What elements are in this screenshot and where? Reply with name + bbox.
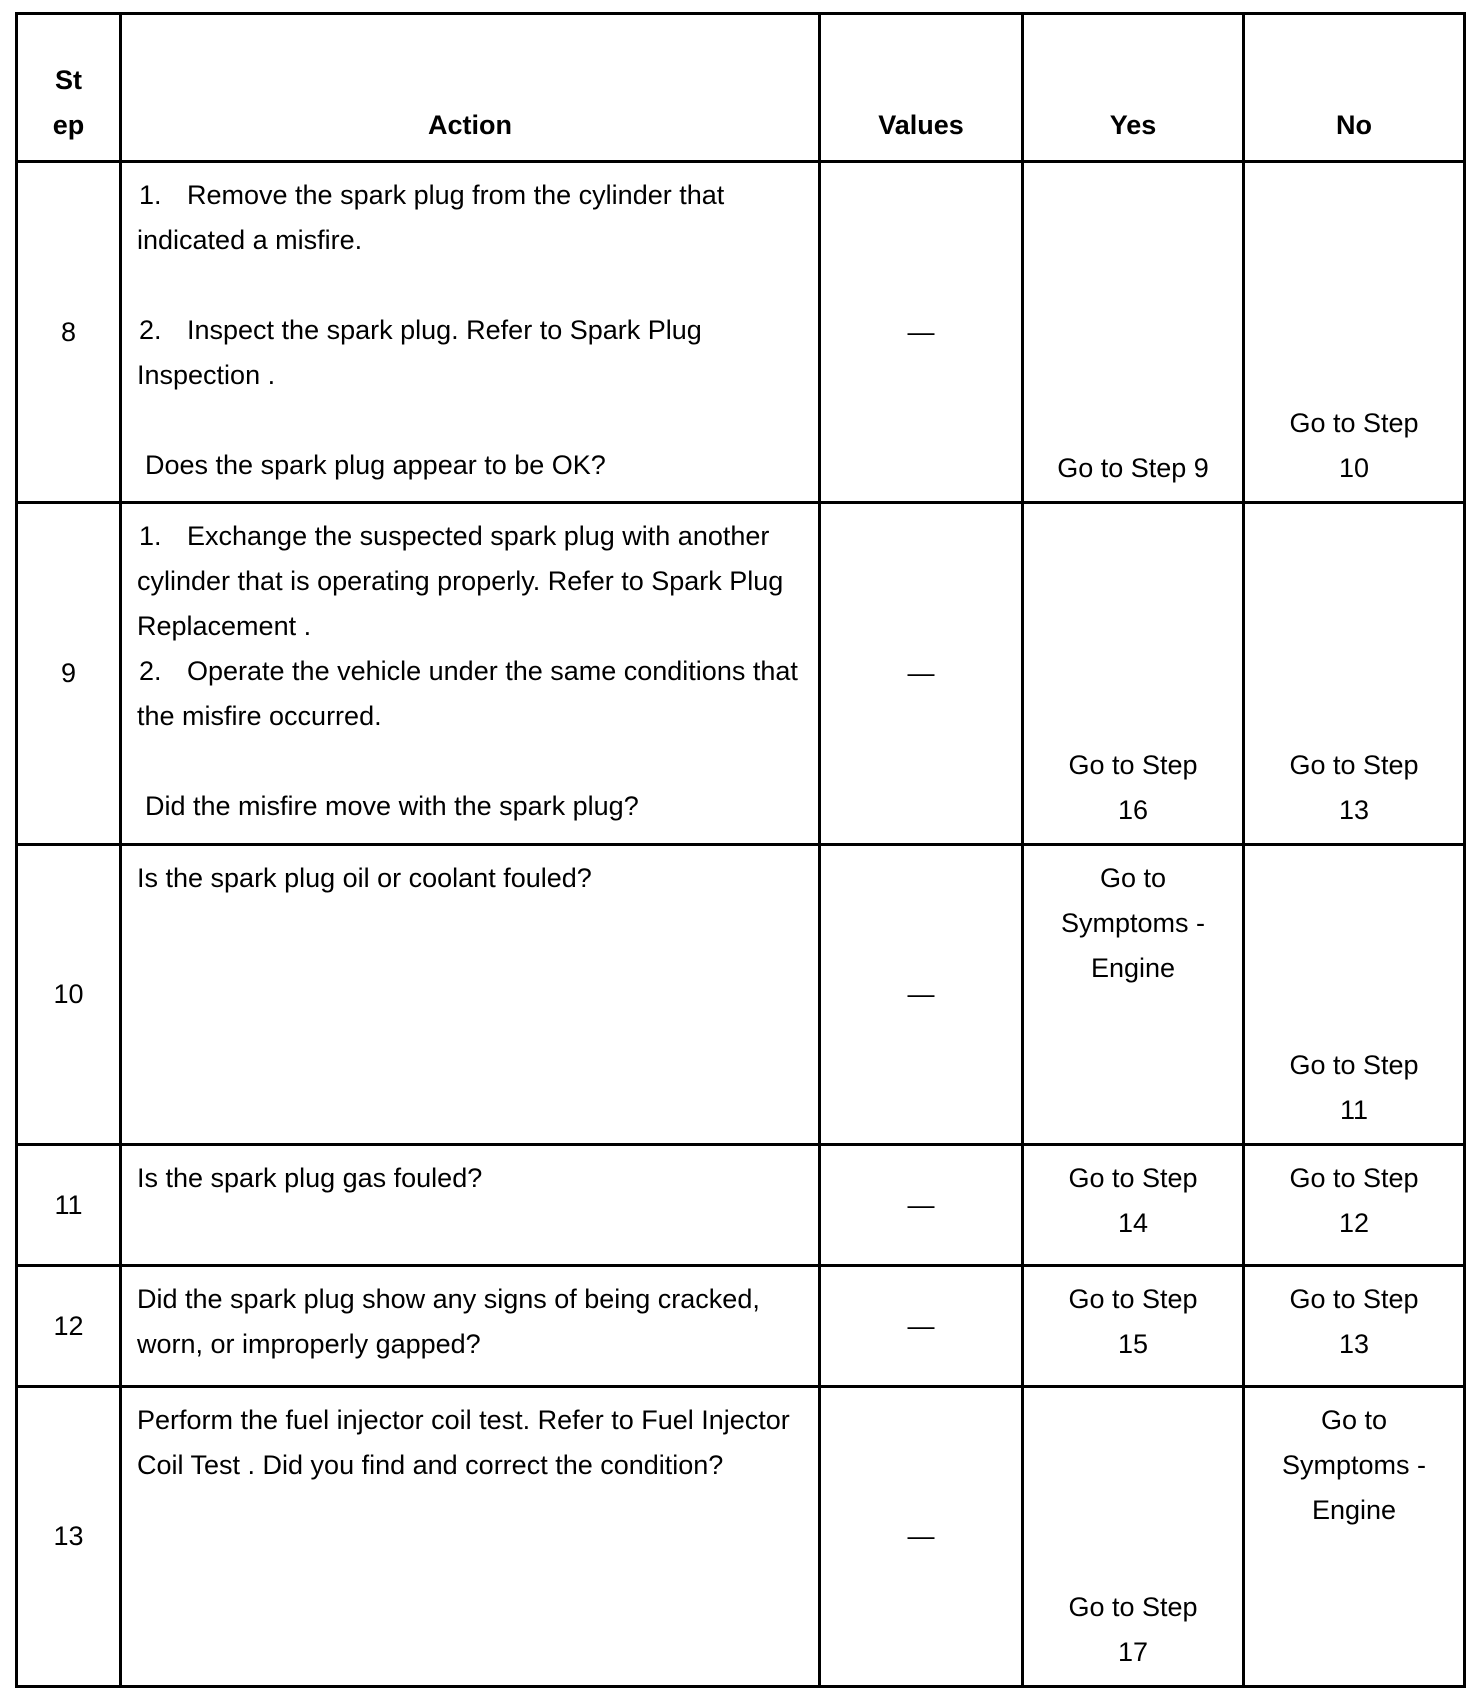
action-cell: Did the spark plug show any signs of being cracked, worn, or improperly gapped? (121, 1266, 820, 1387)
header-row (17, 14, 1465, 162)
no-cell (1244, 1387, 1465, 1687)
header-values: Values (820, 14, 1023, 162)
diagnostic-table (15, 12, 1466, 1688)
table-row (17, 162, 1465, 503)
action-item: 2. Inspect the spark plug. Refer to Spark Plug Inspection . (137, 315, 702, 390)
yes-cell (1023, 503, 1244, 845)
yes-cell (1023, 845, 1244, 1145)
values-cell: — (820, 503, 1023, 845)
yes-link[interactable]: Go to Step 14 (1068, 1163, 1198, 1238)
no-cell (1244, 1266, 1465, 1387)
yes-link[interactable]: Go to Symptoms - Engine (1060, 863, 1206, 983)
table-row (17, 845, 1465, 1145)
action-item: 1. Exchange the suspected spark plug with another cylinder that is operating properly. Refer to Spark Plug Replacement . (137, 521, 784, 641)
action-item: 2. Operate the vehicle under the same conditions that the misfire occurred. (137, 656, 798, 731)
header-yes: Yes (1023, 14, 1244, 162)
values-cell: — (820, 162, 1023, 503)
table-row (17, 1387, 1465, 1687)
values-cell: — (820, 1145, 1023, 1266)
yes-cell (1023, 1145, 1244, 1266)
values-cell: — (820, 1387, 1023, 1687)
action-cell (121, 162, 820, 503)
no-cell (1244, 162, 1465, 503)
yes-cell (1023, 1387, 1244, 1687)
no-link[interactable]: Go to Step 10 (1289, 408, 1419, 483)
yes-cell (1023, 1266, 1244, 1387)
step-number: 10 (17, 845, 121, 1145)
action-cell (121, 503, 820, 845)
step-number: 8 (17, 162, 121, 503)
values-cell: — (820, 845, 1023, 1145)
yes-link[interactable]: Go to Step 15 (1068, 1284, 1198, 1359)
action-cell: Is the spark plug gas fouled? (121, 1145, 820, 1266)
step-number: 9 (17, 503, 121, 845)
table-row (17, 1266, 1465, 1387)
header-no: No (1244, 14, 1465, 162)
no-link[interactable]: Go to Step 13 (1289, 750, 1419, 825)
no-link[interactable]: Go to Step 11 (1289, 1050, 1419, 1125)
no-cell (1244, 503, 1465, 845)
yes-link[interactable]: Go to Step 16 (1068, 750, 1198, 825)
no-link[interactable]: Go to Step 13 (1289, 1284, 1419, 1359)
values-cell: — (820, 1266, 1023, 1387)
action-item: 1. Remove the spark plug from the cylinder that indicated a misfire. (137, 180, 725, 255)
header-step: St ep (17, 14, 121, 162)
yes-link[interactable]: Go to Step 9 (1057, 453, 1209, 483)
step-number: 11 (17, 1145, 121, 1266)
step-number: 12 (17, 1266, 121, 1387)
table-row (17, 503, 1465, 845)
no-link[interactable]: Go to Symptoms - Engine (1281, 1405, 1427, 1525)
table-row (17, 1145, 1465, 1266)
no-cell (1244, 845, 1465, 1145)
action-cell: Is the spark plug oil or coolant fouled? (121, 845, 820, 1145)
header-action: Action (121, 14, 820, 162)
yes-cell (1023, 162, 1244, 503)
no-link[interactable]: Go to Step 12 (1289, 1163, 1419, 1238)
no-cell (1244, 1145, 1465, 1266)
yes-link[interactable]: Go to Step 17 (1068, 1592, 1198, 1667)
action-cell: Perform the fuel injector coil test. Refer to Fuel Injector Coil Test . Did you find and correct the condition? (121, 1387, 820, 1687)
step-number: 13 (17, 1387, 121, 1687)
action-question: Does the spark plug appear to be OK? (145, 450, 606, 480)
action-question: Did the misfire move with the spark plug? (145, 791, 639, 821)
